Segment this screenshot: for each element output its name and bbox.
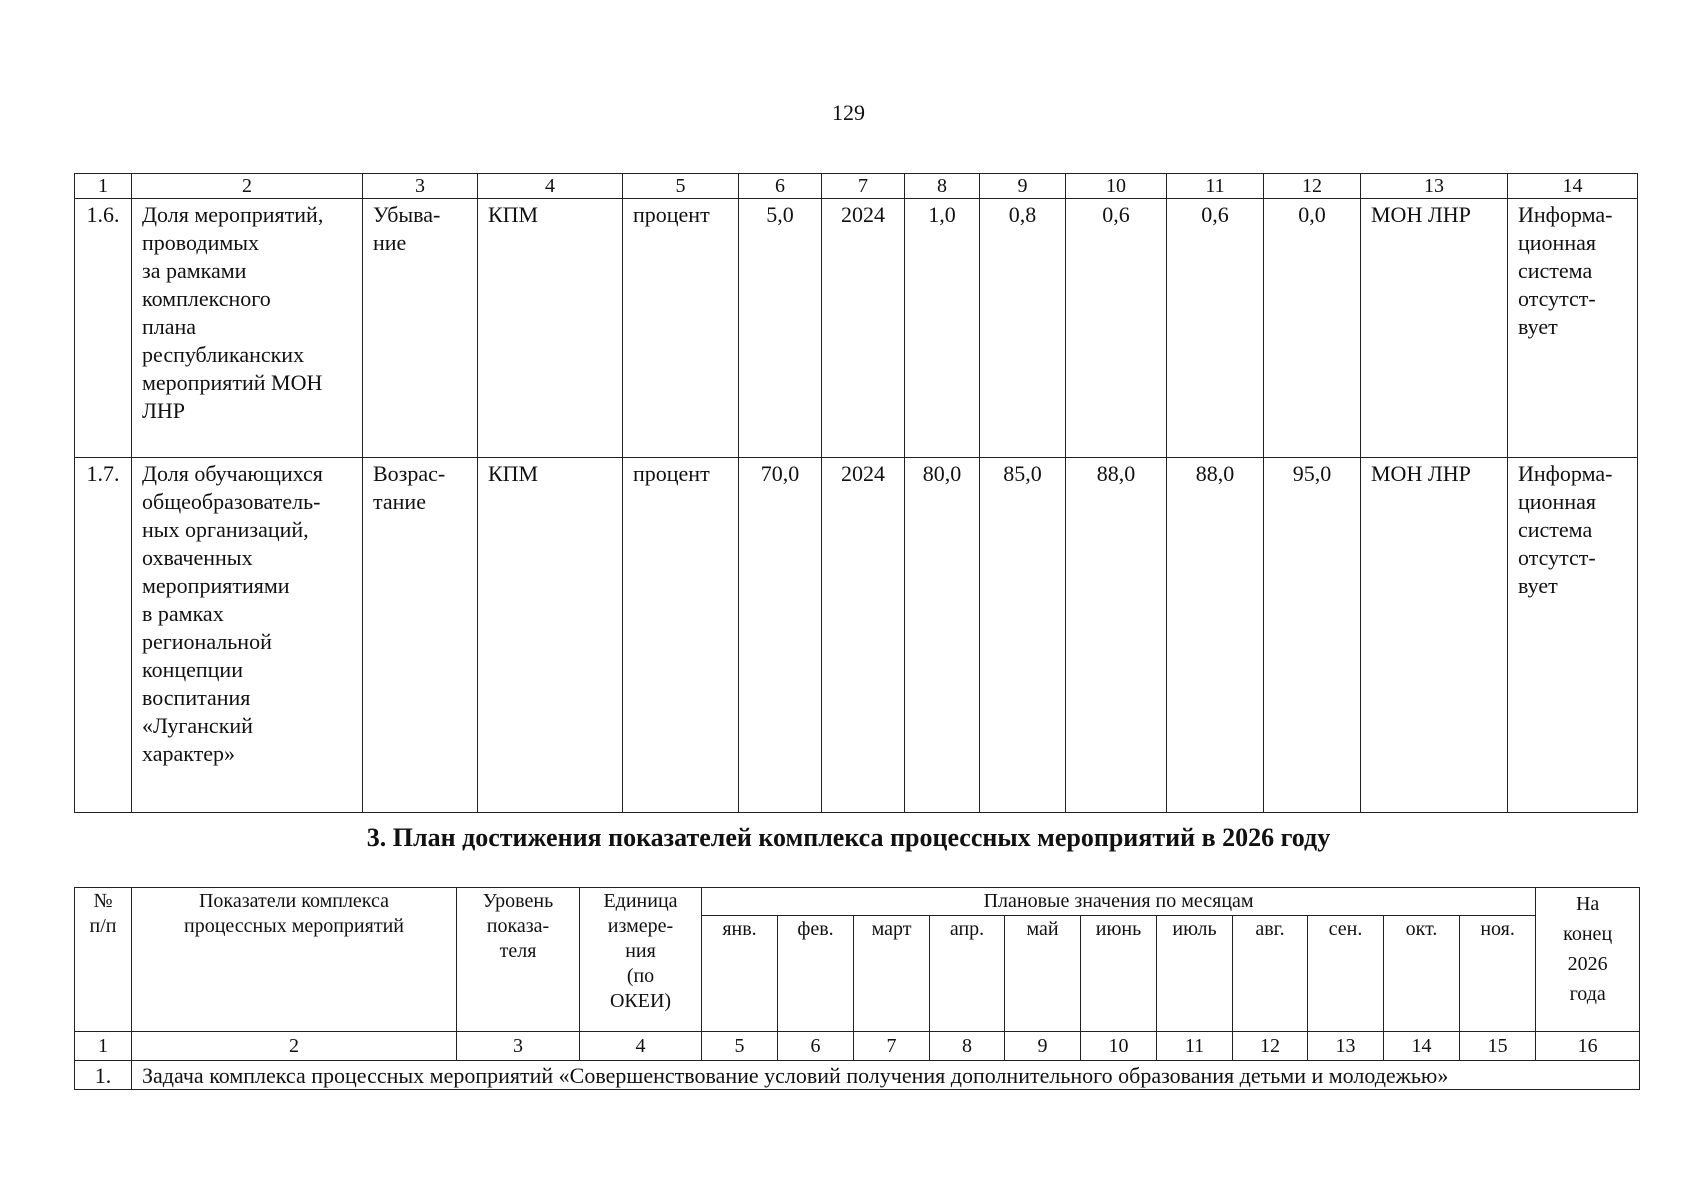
text-line: региональной xyxy=(142,629,272,654)
text-line: процессных мероприятий xyxy=(184,915,404,937)
value-4: 88,0 xyxy=(1167,458,1264,813)
month-header: авг. xyxy=(1233,916,1308,1032)
column-number: 1 xyxy=(75,1032,132,1061)
column-number: 3 xyxy=(363,174,478,199)
unit: процент xyxy=(623,199,739,458)
text-line: ЛНР xyxy=(142,398,186,423)
month-header: март xyxy=(854,916,930,1032)
text-line: отсутст- xyxy=(1518,286,1596,311)
information-system xyxy=(1508,199,1638,458)
page-number: 129 xyxy=(832,100,865,125)
text-line: № xyxy=(93,890,113,912)
text-line: Информа- xyxy=(1518,461,1613,486)
text-line: вует xyxy=(1518,573,1558,598)
text-line: за рамками xyxy=(142,258,247,283)
column-number: 8 xyxy=(905,174,980,199)
text-line: (по xyxy=(626,965,655,987)
table-row xyxy=(75,199,1638,458)
text-line: На xyxy=(1575,893,1600,915)
value-1: 1,0 xyxy=(905,199,980,458)
text-line: Убыва- xyxy=(373,202,441,227)
column-number: 12 xyxy=(1264,174,1361,199)
text-line: воспитания xyxy=(142,685,251,710)
information-system xyxy=(1508,458,1638,813)
task-num: 1. xyxy=(75,1061,132,1090)
column-number: 6 xyxy=(778,1032,854,1061)
month-header: окт. xyxy=(1384,916,1460,1032)
text-line: вует xyxy=(1518,314,1558,339)
text-line: общеобразователь- xyxy=(142,489,321,514)
column-number: 9 xyxy=(980,174,1066,199)
value-3: 88,0 xyxy=(1066,458,1167,813)
column-number: 14 xyxy=(1384,1032,1460,1061)
month-header: янв. xyxy=(702,916,778,1032)
text-line: показа- xyxy=(486,915,550,937)
text-line: конец xyxy=(1563,923,1613,945)
column-number: 1 xyxy=(75,174,132,199)
unit: процент xyxy=(623,458,739,813)
column-number: 7 xyxy=(854,1032,930,1061)
column-number: 3 xyxy=(457,1032,580,1061)
header-year-end xyxy=(1536,888,1640,1032)
column-number: 9 xyxy=(1005,1032,1081,1061)
text-line: ционная xyxy=(1518,230,1596,255)
indicator-name xyxy=(132,199,363,458)
text-line: Возрас- xyxy=(373,461,446,486)
column-number: 14 xyxy=(1508,174,1638,199)
text-line: тание xyxy=(373,489,426,514)
value-4: 0,6 xyxy=(1167,199,1264,458)
column-number: 11 xyxy=(1157,1032,1233,1061)
column-number: 7 xyxy=(822,174,905,199)
indicator-number: 1.7. xyxy=(75,458,132,813)
section-title: 3. План достижения показателей комплекса процессных мероприятий в 2026 году xyxy=(366,823,1331,852)
value-3: 0,6 xyxy=(1066,199,1167,458)
column-number: 5 xyxy=(623,174,739,199)
indicator-type: КПМ xyxy=(478,458,623,813)
text-line: ние xyxy=(373,230,407,255)
column-number: 15 xyxy=(1460,1032,1536,1061)
indicator-type: КПМ xyxy=(478,199,623,458)
text-line: Доля обучающихся xyxy=(142,461,323,486)
column-number: 11 xyxy=(1167,174,1264,199)
base-year: 2024 xyxy=(822,458,905,813)
header-indicators xyxy=(132,888,457,1032)
value-2: 85,0 xyxy=(980,458,1066,813)
text-line: в рамках xyxy=(142,601,224,626)
value-2: 0,8 xyxy=(980,199,1066,458)
column-number: 2 xyxy=(132,1032,457,1061)
text-line: «Луганский xyxy=(142,713,253,738)
column-number: 6 xyxy=(739,174,822,199)
text-line: проводимых xyxy=(142,230,260,255)
text-line: Доля мероприятий, xyxy=(142,202,324,227)
column-number: 4 xyxy=(580,1032,702,1061)
column-number: 10 xyxy=(1081,1032,1157,1061)
text-line: ОКЕИ) xyxy=(609,990,672,1012)
text-line: характер» xyxy=(142,741,236,766)
text-line: охваченных xyxy=(142,545,253,570)
text-line: мероприятий МОН xyxy=(142,370,323,395)
month-header: ноя. xyxy=(1460,916,1536,1032)
column-number: 4 xyxy=(478,174,623,199)
base-value: 5,0 xyxy=(739,199,822,458)
month-header: фев. xyxy=(778,916,854,1032)
responsible: МОН ЛНР xyxy=(1361,458,1508,813)
text-line: отсутст- xyxy=(1518,545,1596,570)
indicators-table xyxy=(74,173,1638,813)
header-unit xyxy=(580,888,702,1032)
text-line: п/п xyxy=(89,915,117,937)
column-number: 5 xyxy=(702,1032,778,1061)
text-line: концепции xyxy=(142,657,243,682)
header-monthly-title: Плановые значения по месяцам xyxy=(702,888,1536,916)
text-line: ния xyxy=(625,940,656,962)
month-header: июль xyxy=(1157,916,1233,1032)
month-header: май xyxy=(1005,916,1081,1032)
value-5: 0,0 xyxy=(1264,199,1361,458)
table-row xyxy=(75,458,1638,813)
text-line: Уровень xyxy=(482,890,554,912)
text-line: плана xyxy=(142,314,197,339)
indicator-number: 1.6. xyxy=(75,199,132,458)
header-level xyxy=(457,888,580,1032)
text-line: комплексного xyxy=(142,286,271,311)
monthly-plan-table xyxy=(74,887,1640,1090)
indicator-trend xyxy=(363,458,478,813)
column-number: 13 xyxy=(1308,1032,1384,1061)
text-line: 2026 xyxy=(1567,953,1608,975)
responsible: МОН ЛНР xyxy=(1361,199,1508,458)
text-line: Единица xyxy=(603,890,678,912)
month-header: июнь xyxy=(1081,916,1157,1032)
base-value: 70,0 xyxy=(739,458,822,813)
base-year: 2024 xyxy=(822,199,905,458)
text-line: система xyxy=(1518,517,1593,542)
text-line: измере- xyxy=(607,915,674,937)
value-1: 80,0 xyxy=(905,458,980,813)
column-number: 2 xyxy=(132,174,363,199)
column-number: 10 xyxy=(1066,174,1167,199)
column-number: 16 xyxy=(1536,1032,1640,1061)
task-text: Задача комплекса процессных мероприятий «Совершенствование условий получения дополнительного образования детьми и молодежью» xyxy=(132,1061,1640,1090)
column-number-row xyxy=(75,174,1638,199)
text-line: Показатели комплекса xyxy=(198,890,390,912)
column-number-row xyxy=(75,1032,1640,1061)
header-num xyxy=(75,888,132,1032)
text-line: года xyxy=(1569,983,1606,1005)
month-header: сен. xyxy=(1308,916,1384,1032)
column-number: 8 xyxy=(930,1032,1005,1061)
indicator-name xyxy=(132,458,363,813)
indicator-trend xyxy=(363,199,478,458)
text-line: система xyxy=(1518,258,1593,283)
task-row xyxy=(75,1061,1640,1090)
text-line: республиканских xyxy=(142,342,305,367)
month-header: апр. xyxy=(930,916,1005,1032)
column-number: 12 xyxy=(1233,1032,1308,1061)
text-line: теля xyxy=(499,940,537,962)
text-line: ных организаций, xyxy=(142,517,309,542)
value-5: 95,0 xyxy=(1264,458,1361,813)
text-line: Информа- xyxy=(1518,202,1613,227)
text-line: мероприятиями xyxy=(142,573,290,598)
text-line: ционная xyxy=(1518,489,1596,514)
column-number: 13 xyxy=(1361,174,1508,199)
